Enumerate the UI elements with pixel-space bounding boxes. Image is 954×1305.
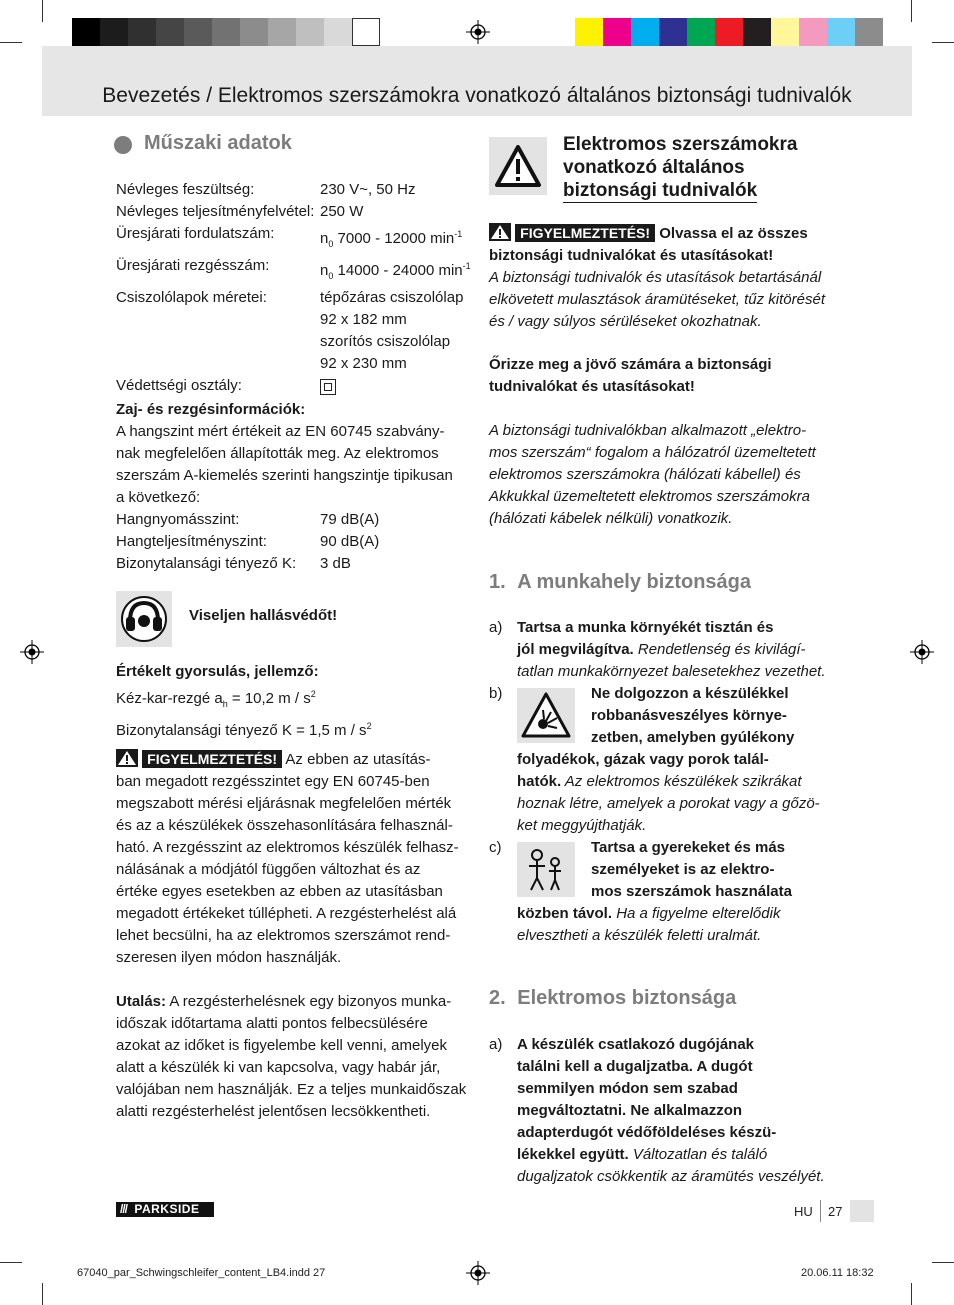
keep-instructions: Őrizze meg a jövő számára a biztonsági tudnivalókat és utasításokat! xyxy=(489,356,772,395)
general-warning: FIGYELMEZTETÉS! Olvassa el az összes biztonsági tudnivalókat és utasításokat! A biztonsági tudnivalók és utasítások betartásánál elkövetett mulasztások áramütéseket, tűz kitörését és / vagy súlyos sérüléseket okozhatnak. xyxy=(489,225,825,330)
specs-table xyxy=(116,179,476,397)
section-title: Műszaki adatok xyxy=(144,132,292,154)
spec-row: Névleges feszültség: 230 V~, 50 Hz xyxy=(116,181,416,198)
registration-mark-icon xyxy=(910,640,934,664)
color-swatch xyxy=(212,18,240,46)
crop-mark xyxy=(932,42,954,43)
ear-protection-icon xyxy=(116,591,172,647)
color-swatch xyxy=(771,18,799,46)
crop-mark xyxy=(911,1283,912,1305)
item-c: c) Tartsa a gyerekeket és más személyeket is az elektro- mos szerszámok használata közben távol. Ha a figyelme elterelődik elvesztheti a készülék feletti uralmát. xyxy=(489,839,792,944)
page-title: Bevezetés / Elektromos szerszámokra vonatkozó általános biztonsági tudnivalók xyxy=(102,84,852,107)
color-swatch xyxy=(352,18,380,46)
color-swatch xyxy=(631,18,659,46)
spec-row: Védettségi osztály: xyxy=(116,375,476,397)
crop-mark xyxy=(42,1283,43,1305)
warning-label: FIGYELMEZTETÉS! xyxy=(515,224,655,242)
term-definition: A biztonsági tudnivalókban alkalmazott „elektro- mos szerszám“ fogalom a hálózatról üzemeltetett elektromos szerszámokra (hálózati kábellel) és Akkukkal üzemeltetett elektromos szerszámokra (hálózati kábelek nélküli) vonatkozik. xyxy=(489,422,816,527)
color-swatch xyxy=(296,18,324,46)
color-swatch xyxy=(687,18,715,46)
spec-row: Üresjárati fordulatszám: $n_0$ 7000 - 12000 $\min^{-1}$ xyxy=(116,225,463,249)
warning-icon xyxy=(489,223,511,241)
color-swatch xyxy=(827,18,855,46)
acceleration-info: Értékelt gyorsulás, jellemző: Kéz-kar-rezgé $a_h = 10,2$ m / $s^2$ Bizonytalansági tényező K = 1,5 m / $s^2$ xyxy=(116,663,372,739)
section-1-heading: 1. A munkahely biztonsága xyxy=(489,571,751,593)
safety-title: Elektromos szerszámokra vonatkozó általános biztonsági tudnivalók xyxy=(563,134,798,201)
spec-row: Üresjárati rezgésszám: $n_0$ 14000 - 24000 $\min^{-1}$ xyxy=(116,257,471,281)
registration-mark-icon xyxy=(466,1261,490,1285)
crop-mark xyxy=(42,0,43,22)
section-2-heading: 2. Elektromos biztonsága xyxy=(489,987,737,1009)
noise-info: Zaj- és rezgésinformációk: A hangszint mért értékeit az EN 60745 szabvány- nak megfelelően állapították meg. Az elektromos szerszám A-kiemelés szerinti hangszintje tipikusan a következő: Hangnyomásszint: 79 dB(A) Hangteljesítményszint: 90 dB(A) Bizonytalansági tényező K: 3 dB xyxy=(116,401,453,572)
item-a: a) Tartsa a munka környékét tisztán és jól megvilágítva. Rendetlenség és kivilágí- tatlan munkakörnyezet balesetekhez vezethet. xyxy=(489,619,826,680)
color-swatch xyxy=(240,18,268,46)
footer-divider xyxy=(820,1200,821,1222)
parkside-logo: /// PARKSIDE xyxy=(116,1202,214,1217)
warning-label: FIGYELMEZTETÉS! xyxy=(142,750,282,768)
ear-protection-text: Viseljen hallásvédőt! xyxy=(189,607,338,624)
color-swatch xyxy=(659,18,687,46)
color-swatch xyxy=(743,18,771,46)
registration-mark-icon xyxy=(20,640,44,664)
file-name: 67040_par_Schwingschleifer_content_LB4.indd 27 xyxy=(77,1267,326,1279)
warning-icon xyxy=(116,749,138,767)
color-swatch xyxy=(855,18,883,46)
vibration-warning: FIGYELMEZTETÉS! Az ebben az utasítás- ban megadott rezgésszintet egy EN 60745-ben megszabott mérési eljárásnak megfelelően mérték és az a készülékek összehasonlítására felhasznál- ható. A rezgésszint az elektromos készülék felhasz- nálásának a módjától függően változhat és az értéke egyes esetekben az ebben az utasításban megadott értékeket túllépheti. A rezgésterhelést alá lehet becsülni, ha az elektromos szerszámot rend- szeresen ilyen módon használják. xyxy=(116,751,459,966)
color-swatch xyxy=(603,18,631,46)
warning-triangle-icon xyxy=(489,137,547,195)
spec-row: Névleges teljesítményfelvétel: 250 W xyxy=(116,203,364,220)
crop-mark xyxy=(932,1262,954,1263)
color-swatch xyxy=(799,18,827,46)
color-swatch xyxy=(156,18,184,46)
crop-mark xyxy=(0,42,22,43)
color-swatch xyxy=(128,18,156,46)
spec-row: Csiszolólapok méretei: tépőzáras csiszolólap 92 x 182 mm szorítós csiszolólap 92 x 230 mm xyxy=(116,289,464,372)
print-date: 20.06.11 18:32 xyxy=(801,1267,874,1279)
bullet-icon xyxy=(114,136,132,154)
crop-mark xyxy=(911,0,912,22)
color-swatch xyxy=(715,18,743,46)
crop-mark xyxy=(0,1262,22,1263)
language-code: HU xyxy=(794,1204,813,1219)
color-swatch xyxy=(575,18,603,46)
color-swatch xyxy=(184,18,212,46)
note-paragraph: Utalás: A rezgésterhelésnek egy bizonyos munka- időszak időtartama alatti pontos felbecsülésére azokat az időket is figyelembe kell venni, amelyek alatt a készülék ki van kapcsolva, vagy habár jár, valójában nem használják. Ez a teljes munkaidőszak alatti rezgésterhelést jelentősen lecsökkentheti. xyxy=(116,993,467,1120)
color-swatch xyxy=(324,18,352,46)
color-swatch xyxy=(100,18,128,46)
page-tab xyxy=(850,1200,874,1222)
color-swatch xyxy=(72,18,100,46)
item-b: b) Ne dolgozzon a készülékkel robbanásveszélyes környe- zetben, amelyben gyúlékony folyadékok, gázak vagy porok talál- hatók. Az elektromos készülékek szikrákat hoznak létre, amelyek a porokat vagy a gőzö- ket meggyújthatják. xyxy=(489,685,820,834)
registration-mark-icon xyxy=(466,20,490,44)
protection-class-icon xyxy=(320,379,336,395)
item-a2: a) A készülék csatlakozó dugójának találni kell a dugaljzatba. A dugót semmilyen módon sem szabad megváltoztatni. Ne alkalmazzon adapterdugót védőföldeléses készü- lékekkel együtt. Változatlan és találó dugaljzatok csökkentik az áramütés veszélyét. xyxy=(489,1036,825,1185)
page-number: 27 xyxy=(828,1204,843,1219)
color-swatch xyxy=(268,18,296,46)
